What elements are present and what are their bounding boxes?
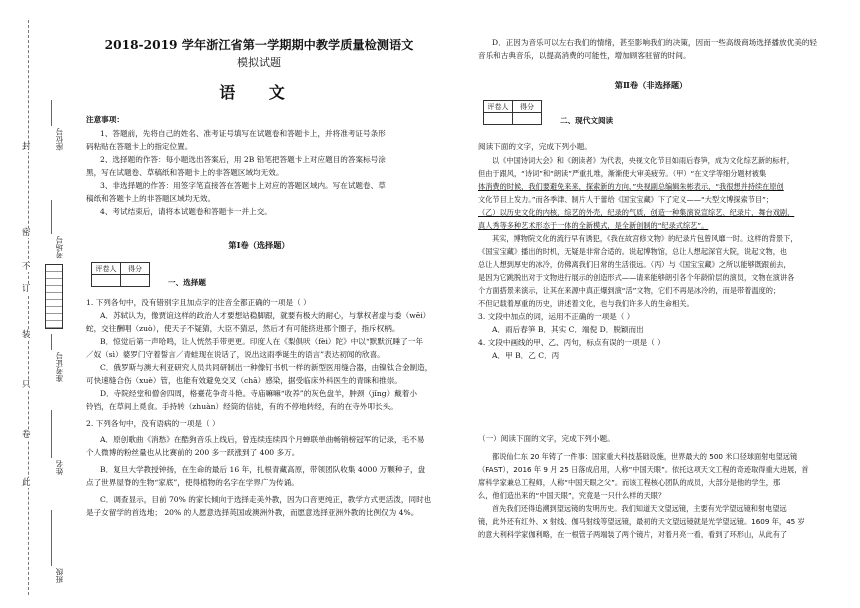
passage-line: 但由于跟风，“诗词”和“朗读”严重扎堆，渐渐使大审美疲劳。（甲）“在文学等细分题材被集 [478, 169, 767, 178]
fill-line [51, 334, 52, 350]
binding-char: 装 [22, 330, 31, 340]
fill-line [51, 410, 52, 458]
score-header-score: 得分 [121, 263, 150, 275]
reading2-intro: （一）阅读下面的文字，完成下列小题。 [478, 434, 615, 443]
reading2-passage [478, 450, 824, 541]
question-line: 1. 下列各句中，没有错别字且加点字的注音全都正确的一项是（ ） [86, 298, 311, 307]
score-table [91, 262, 150, 287]
fill-line [51, 510, 52, 566]
binding-char: 密 [22, 228, 31, 238]
name-label: 姓名 [55, 460, 64, 475]
exam-room-label: 考场号 [55, 236, 64, 259]
binding-char: 只 [22, 380, 31, 390]
question-3: 3. 文段中加点的词，运用不正确的一项是（ ） [478, 312, 635, 321]
question-line: B．复旦大学教授钟扬，在生命的最后 16 年，扎根青藏高原，带领团队收集 4000 万颗种子，盘 [100, 465, 426, 474]
score-table [483, 100, 542, 125]
notice-line: 2、选择题的作答：每小题选出答案后，用 2B 铅笔把答题卡上对应题目的答案标号涂 [100, 155, 386, 164]
notice-line: 稿纸和答题卡上的非答题区域均无效。 [86, 194, 216, 203]
section2-title: 二、现代文阅读 [560, 116, 614, 125]
notice-line: 1、答题前，先将自己的姓名、准考证号填写在试题卷和答题卡上，并将准考证号条形 [100, 129, 386, 138]
question-line: 音乐和古典音乐，以提高消费的可能性，增加顾客驻留的时间。 [478, 51, 691, 60]
passage-line: （FAST），2016 年 9 月 25 日落成启用，人称“中国天眼”。依托这项天文工程的奇迹取得重大进展，首 [478, 465, 809, 474]
question-3-options: A．雨后春笋 B．其实 C．端倪 D．脱颖而出 [492, 325, 644, 334]
question-line: D．正因为音乐可以左右我们的情绪，甚至影响我们的决策，因而一些高级商场选择播放优美的轻 [492, 38, 818, 47]
notice-line: 4、考试结束后，请将本试题卷和答题卡一并上交。 [100, 207, 272, 216]
binding-char: 订 [22, 284, 31, 294]
subject-title: 语 文 [219, 83, 299, 102]
exam-subtitle: 模拟试题 [237, 56, 281, 69]
question-line: 点了世界屋脊的生物“家底”，使得植物的名字在学界广为传诵。 [86, 478, 299, 487]
seat-number-label: 座位号 [55, 128, 64, 151]
passage-line: 《国宝宝藏》播出的时机，无疑是非常合适的。说起博物馆，总让人想起深官大院，说起文物，也 [478, 247, 788, 256]
question-2-option-d [478, 36, 824, 62]
passage-line: 不但记载着厚重的历史，讲述着文化，也与我们许多人的生命相关。 [478, 299, 694, 308]
passage-line: 个方面搭景来演示，让其在来源中真正爆到演“活”文物，它们不再是冰冷的，而是带着温度的； [478, 286, 781, 295]
notice-block [86, 127, 432, 218]
score-cell [121, 275, 150, 287]
number-box [45, 264, 63, 329]
class-label: 班级 [55, 568, 64, 583]
score-header-grader: 评卷人 [92, 263, 121, 275]
score-cell [484, 113, 513, 125]
passage-line: 的意大利科学家伽利略，在一根管子两端装了两个镜片，对着月亮一看，看到了环形山，从此有了 [478, 530, 788, 539]
passage-line: 首先我们还得追溯到望远镜的发明历史。我们知道天文望远镜，主要有光学望远镜和射电望远 [492, 504, 787, 513]
binding-char: 此 [22, 478, 31, 488]
question-line: 蛇，交往酬唱（zuò），使天子不疑猜，大臣不猜忌，然后才有可能挤进那个圈子，指斥权柄。 [86, 324, 400, 333]
question-4-options: A．甲 B．乙 C．丙 [492, 351, 560, 360]
passage-line: 么，他们造出来的“中国天眼”，究竟是一只什么样的天眼？ [478, 491, 666, 500]
notice-heading: 注意事项： [86, 115, 124, 124]
binding-strip [0, 0, 78, 608]
question-line: 是子女留学的首选地； 20% 的人愿意选择英国或澳洲外教，而愿意选择亚洲外教的比例仅为 4%。 [86, 508, 419, 517]
fill-line [51, 200, 52, 234]
passage-line: 总让人想到厚史的冰冷，仿佛离我们日常的生活很远。（丙）与《国宝宝藏》之所以能够既跟前去， [478, 260, 791, 269]
question-1 [86, 296, 432, 413]
passage-line: （乙）以历史文化的内核，综艺的外壳，纪录的气质，创造一种集演说宣综艺、纪录片，舞台戏剧， [478, 208, 795, 217]
question-line: 铃铛，在草间上覓食。手持转（zhuàn）经筒的信徒，有的不停地转经，有的在寺外叩长头。 [86, 402, 398, 411]
score-header-grader: 评卷人 [484, 101, 513, 113]
question-line: C．俄罗斯与澳大利亚研究人员共同研制出一种像钉书机一样的新型医用缝合器，由镍钛合金制造， [100, 363, 433, 372]
question-line: ／奴（sì）婆罗门守着誓言／青蛙现在说话了，说出这雨季诞生的语言”表达初闻的欣喜。 [86, 350, 385, 359]
passage-line: 席科学家兼总工程师，人称“中国天眼之父”。而该工程核心团队的成员，大部分是他的学生，那 [478, 478, 781, 487]
section1-title: 一、选择题 [168, 278, 206, 287]
question-line: 2. 下列各句中，没有语病的一项是（ ） [86, 419, 220, 428]
passage-line: 真人秀等多种艺术形态于一体的全新模式，是全新创制的“纪录式综艺”。 [478, 221, 709, 230]
part1-title: 第Ⅰ卷（选择题） [228, 240, 290, 250]
binding-char: 不 [22, 262, 31, 272]
question-line: 可快速缝合伤（xuè）管，也能有效避免交叉（chā）感染，据受临床外科医生的青睐和推崇。 [86, 376, 402, 385]
binding-char: 卷 [22, 430, 31, 440]
question-line: B．惊觉后第一声哈鸣，让人恍然手带更更。印度人在《梨俱吠（fèi）陀》中以“默默沉睡了一年 [100, 337, 423, 346]
question-line: A．原创歌曲《消愁》在酷狗音乐上线后，曾连续连续四个月蝉联单曲畅销榜冠军的记录，毛不易 [100, 435, 425, 444]
question-4: 4. 文段中画线的甲、乙、丙句，标点有误的一项是（ ） [478, 338, 665, 347]
score-cell [92, 275, 121, 287]
passage-line: 其实，博物院文化的流行早有诱犯，《我在故宫修文物》的纪录片包曾风靡一时。这样的背景下， [492, 234, 798, 243]
notice-line: 码粘贴在答题卡上的指定位置。 [86, 142, 193, 151]
question-line: 个人微博的粉丝量也从比赛前的 200 多一跃涨到了 400 多万。 [86, 448, 300, 457]
score-cell [513, 113, 542, 125]
reading1-intro: 阅读下面的文字，完成下列小题。 [478, 142, 592, 151]
passage-line: 文化节目上发力。”而各季津、制片人于蕾给《国宝宝藏》下了定义——“大型文博探索节目”； [478, 195, 774, 204]
part2-title: 第Ⅱ卷（非选择题） [614, 80, 688, 90]
question-line: D．寺院经堂和僧舍四周，格臺花争奇斗艳。寺庙嘛嘛“收养”的灰色盘羊，肿颈（jǐng）戴着小 [100, 389, 417, 398]
reading1-passage [478, 154, 824, 362]
notice-line: 黑，写在试题卷、草稿纸和答题卡上的非答题区域均无效。 [86, 168, 284, 177]
binding-char: 封 [22, 142, 31, 152]
passage-line: 以《中国诗词大会》和《朗读者》为代表，央视文化节目如雨后春笋，成为文化综艺新的标杆， [492, 156, 794, 165]
passage-line: 镜，此外还有红外、X 射线、伽马射线等望远镜，最初的天文望远镜就是光学望远镜。1609 年，45 岁 [478, 517, 805, 526]
exam-title: 2018-2019 学年浙江省第一学期期中教学质量检测语文 [104, 38, 414, 52]
question-line: C．调查显示，目前 70% 的家长倾向于选择走美外教，因为口音更纯正，教学方式更活泼，同时也 [100, 495, 432, 504]
score-header-score: 得分 [513, 101, 542, 113]
passage-line: 体消费的时候，我们要避免来来，探索新的方向，”央视副总编辑朱彬表示，“我很想并持续在原创 [478, 182, 784, 191]
cut-line [28, 20, 29, 595]
question-2 [86, 414, 432, 519]
notice-line: 3、非选择题的作答：用签字笔直接答在答题卡上对应的答题区域内。写在试题卷、草 [100, 181, 386, 190]
admission-number-label: 准考证号 [55, 352, 64, 382]
question-line: A．苏轼认为，像贾谊这样的政治人才要想站稳脚跟，就要有极大的耐心，与掌权者虚与委（wēi） [100, 311, 431, 320]
passage-line: 都说仙仁东 20 年铸了一件事：国家重大科技基础设施，世界最大的 500 米口径球面射电望远镜 [492, 452, 798, 461]
fill-line [51, 100, 52, 126]
passage-line: 是因为它跳脱出对于文物进行展示的创造形式——请来能够朗引各个年龄阶层的演员，文物在演讲各 [478, 273, 795, 282]
